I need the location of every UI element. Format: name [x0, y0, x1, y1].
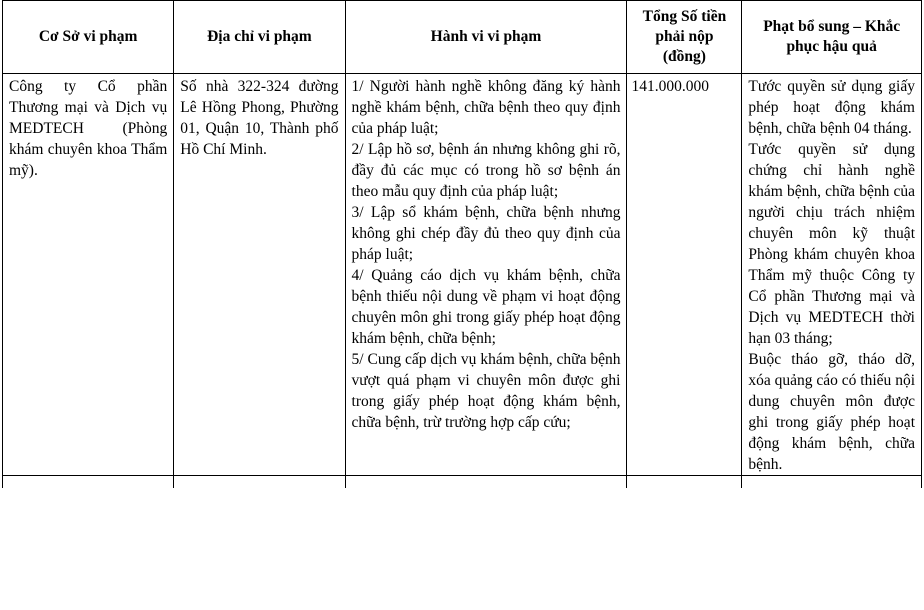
- partial-cell: [174, 476, 345, 489]
- hanh-vi-item: 3/ Lập sổ khám bệnh, chữa bệnh nhưng không ghi chép đầy đủ theo quy định của pháp luật;: [351, 204, 621, 263]
- partial-cell: [3, 476, 174, 489]
- header-row: [3, 1, 922, 74]
- partial-cell: [742, 476, 922, 489]
- cell-so-tien: 141.000.000: [627, 74, 742, 476]
- phat-bo-sung-item: Buộc tháo gỡ, tháo dỡ, xóa quảng cáo có thiếu nội dung chuyên môn được ghi trong giấy phép hoạt động khám bệnh, chữa bệnh.: [748, 351, 915, 473]
- cell-co-so: Công ty Cổ phần Thương mại và Dịch vụ MEDTECH (Phòng khám chuyên khoa Thẩm mỹ).: [3, 74, 174, 476]
- cell-dia-chi: Số nhà 322-324 đường Lê Hồng Phong, Phường 01, Quận 10, Thành phố Hồ Chí Minh.: [174, 74, 345, 476]
- header-so-tien: Tổng Số tiền phải nộp (đồng): [627, 1, 742, 74]
- header-phat-bo-sung: Phạt bổ sung – Khắc phục hậu quả: [742, 1, 922, 74]
- cell-phat-bo-sung: [742, 74, 922, 476]
- header-hanh-vi: Hành vi vi phạm: [345, 1, 627, 74]
- header-dia-chi: Địa chỉ vi phạm: [174, 1, 345, 74]
- partial-cell: [627, 476, 742, 489]
- violation-table: [2, 0, 922, 488]
- hanh-vi-item: 2/ Lập hồ sơ, bệnh án nhưng không ghi rõ, đầy đủ các mục có trong hồ sơ bệnh án theo mẫu quy định của pháp luật;: [351, 141, 621, 200]
- header-co-so: Cơ Sở vi phạm: [3, 1, 174, 74]
- table-row: [3, 74, 922, 476]
- cell-hanh-vi: [345, 74, 627, 476]
- partial-cell: [345, 476, 627, 489]
- hanh-vi-item: 5/ Cung cấp dịch vụ khám bệnh, chữa bệnh vượt quá phạm vi chuyên môn được ghi trong giấy phép hoạt động khám bệnh, chữa bệnh, trừ trường hợp cấp cứu;: [351, 351, 621, 431]
- partial-next-row: [3, 476, 922, 489]
- hanh-vi-item: 4/ Quảng cáo dịch vụ khám bệnh, chữa bệnh thiếu nội dung về phạm vi hoạt động chuyên môn ghi trong giấy phép hoạt động khám bệnh, chữa bệnh;: [351, 267, 621, 347]
- hanh-vi-item: 1/ Người hành nghề không đăng ký hành nghề khám bệnh, chữa bệnh theo quy định của pháp luật;: [351, 78, 621, 137]
- phat-bo-sung-item: Tước quyền sử dụng giấy phép hoạt động khám bệnh, chữa bệnh 04 tháng.: [748, 78, 915, 137]
- phat-bo-sung-item: Tước quyền sử dụng chứng chỉ hành nghề khám bệnh, chữa bệnh của người chịu trách nhiệm chuyên môn kỹ thuật Phòng khám chuyên khoa Thẩm mỹ thuộc Công ty Cổ phần Thương mại và Dịch vụ MEDTECH thời hạn 03 tháng;: [748, 141, 915, 347]
